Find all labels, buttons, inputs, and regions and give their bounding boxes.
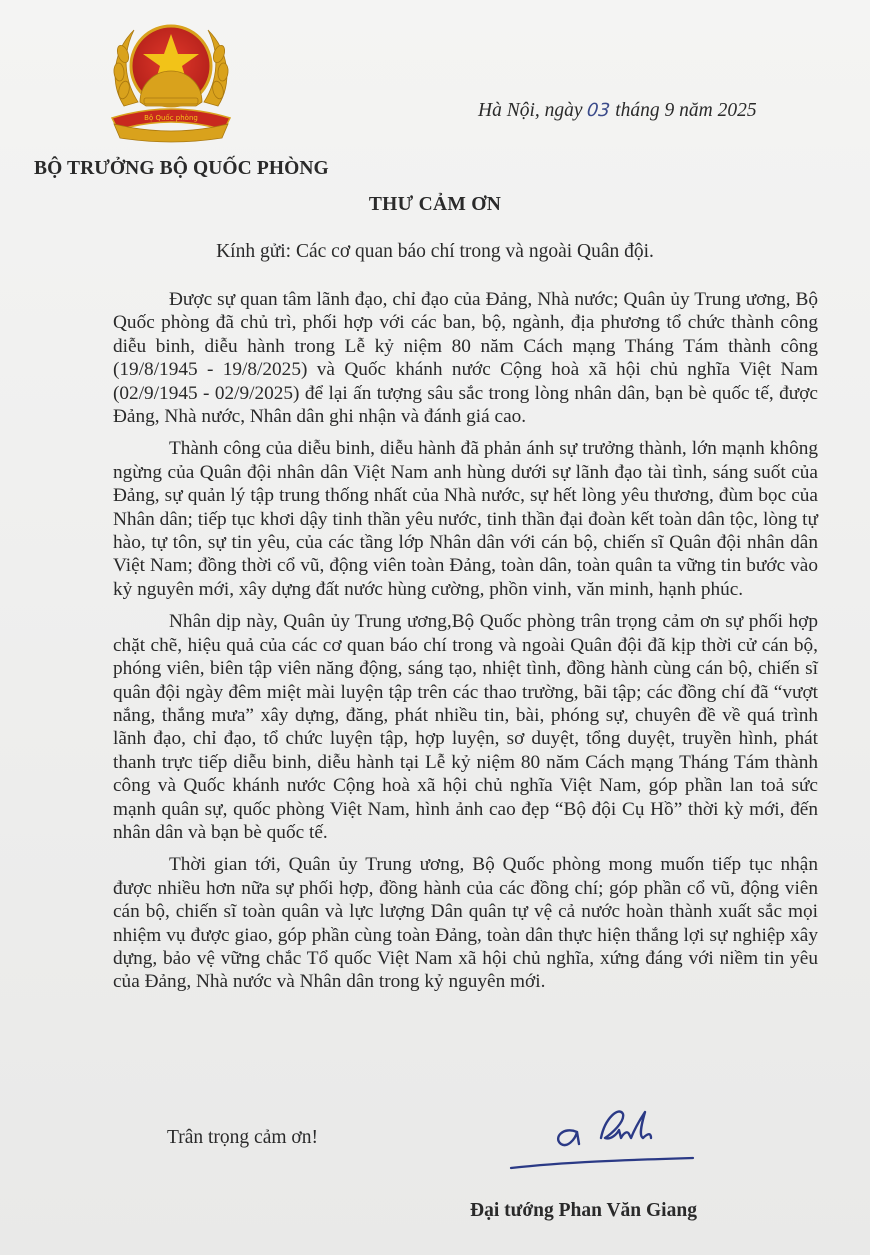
date-day: 03: [586, 100, 612, 121]
national-emblem-icon: [104, 14, 238, 144]
date-year-label: năm: [674, 100, 718, 121]
letter-body: [113, 288, 818, 1003]
closing-line: Trân trọng cảm ơn!: [167, 1127, 318, 1148]
date-place: Hà Nội, ngày: [478, 100, 588, 121]
letter-title: THƯ CẢM ƠN: [368, 194, 502, 215]
signature-icon: [505, 1098, 695, 1176]
signer-name: Đại tướng Phan Văn Giang: [470, 1200, 697, 1221]
date-year: 2025: [717, 100, 757, 121]
paragraph: Thời gian tới, Quân ủy Trung ương, Bộ Quốc phòng mong muốn tiếp tục nhận được nhiều hơn nữa sự phối hợp, đồng hành của các đồng chí; góp phần cổ vũ, động viên cán bộ, chiến sĩ toàn quân và lực lượng Dân quân tự vệ cả nước hoàn thành xuất sắc mọi nhiệm vụ được giao, góp phần cùng toàn Đảng, toàn dân thực hiện thắng lợi sự nghiệp xây dựng, bảo vệ vững chắc Tổ quốc Việt Nam xã hội chủ nghĩa, xứng đáng với niềm tin yêu của Đảng, Nhà nước và Nhân dân trong kỷ nguyên mới.: [113, 854, 818, 993]
date-month: 9: [664, 100, 675, 121]
salutation: Kính gửi: Các cơ quan báo chí trong và ngoài Quân đội.: [216, 241, 654, 262]
svg-text:Bộ Quốc phòng: Bộ Quốc phòng: [144, 114, 198, 122]
paragraph: Thành công của diễu binh, diễu hành đã phản ánh sự trưởng thành, lớn mạnh không ngừng của Quân đội nhân dân Việt Nam anh hùng dưới sự lãnh đạo tài tình, sáng suốt của Đảng, sự quản lý tập trung thống nhất của Nhà nước, sự hết lòng yêu thương, đùm bọc của Nhân dân; tiếp tục khơi dậy tinh thần yêu nước, tinh thần đại đoàn kết toàn dân tộc, lòng tự hào, tự tôn, sự tin yêu, của các tầng lớp Nhân dân với cán bộ, chiến sĩ Quân đội nhân dân Việt Nam; đồng thời cổ vũ, động viên toàn Đảng, toàn dân, toàn quân ta vững tin bước vào kỷ nguyên mới, xây dựng đất nước hùng cường, phồn vinh, văn minh, hạnh phúc.: [113, 438, 818, 600]
date-month-label: tháng: [610, 100, 665, 121]
dateline: [478, 100, 757, 122]
paragraph: Nhân dịp này, Quân ủy Trung ương,Bộ Quốc phòng trân trọng cảm ơn sự phối hợp chặt chẽ, hiệu quả của các cơ quan báo chí trong và ngoài Quân đội đã kịp thời cử cán bộ, phóng viên, biên tập viên năng động, sáng tạo, nhiệt tình, đồng hành cùng cán bộ, chiến sĩ quân đội ngày đêm miệt mài luyện tập trên các thao trường, bãi tập; các đồng chí đã “vượt nắng, thắng mưa” xây dựng, đăng, phát nhiều tin, bài, phóng sự, chuyên đề về quá trình lãnh đạo, chỉ đạo, tổ chức luyện tập, hợp luyện, sơ duyệt, tổng duyệt, truyền hình, phát thanh trực tiếp diễu binh, diễu hành tại Lễ kỷ niệm 80 năm Cách mạng Tháng Tám thành công và Quốc khánh nước Cộng hoà xã hội chủ nghĩa Việt Nam, góp phần lan toả sức mạnh quân sự, quốc phòng Việt Nam, hình ảnh cao đẹp “Bộ đội Cụ Hồ” thời kỳ mới, đến nhân dân và bạn bè quốc tế.: [113, 611, 818, 843]
sender-title: BỘ TRƯỞNG BỘ QUỐC PHÒNG: [34, 158, 329, 179]
paragraph: Được sự quan tâm lãnh đạo, chỉ đạo của Đảng, Nhà nước; Quân ủy Trung ương, Bộ Quốc phòng đã chủ trì, phối hợp với các ban, bộ, ngành, địa phương tổ chức thành công diễu binh, diễu hành trong Lễ kỷ niệm 80 năm Cách mạng Tháng Tám thành công (19/8/1945 - 19/8/2025) và Quốc khánh nước Cộng hoà xã hội chủ nghĩa Việt Nam (02/9/1945 - 02/9/2025) để lại ấn tượng sâu sắc trong lòng nhân dân, bạn bè quốc tế, được Đảng, Nhà nước, Nhân dân ghi nhận và đánh giá cao.: [113, 289, 818, 428]
